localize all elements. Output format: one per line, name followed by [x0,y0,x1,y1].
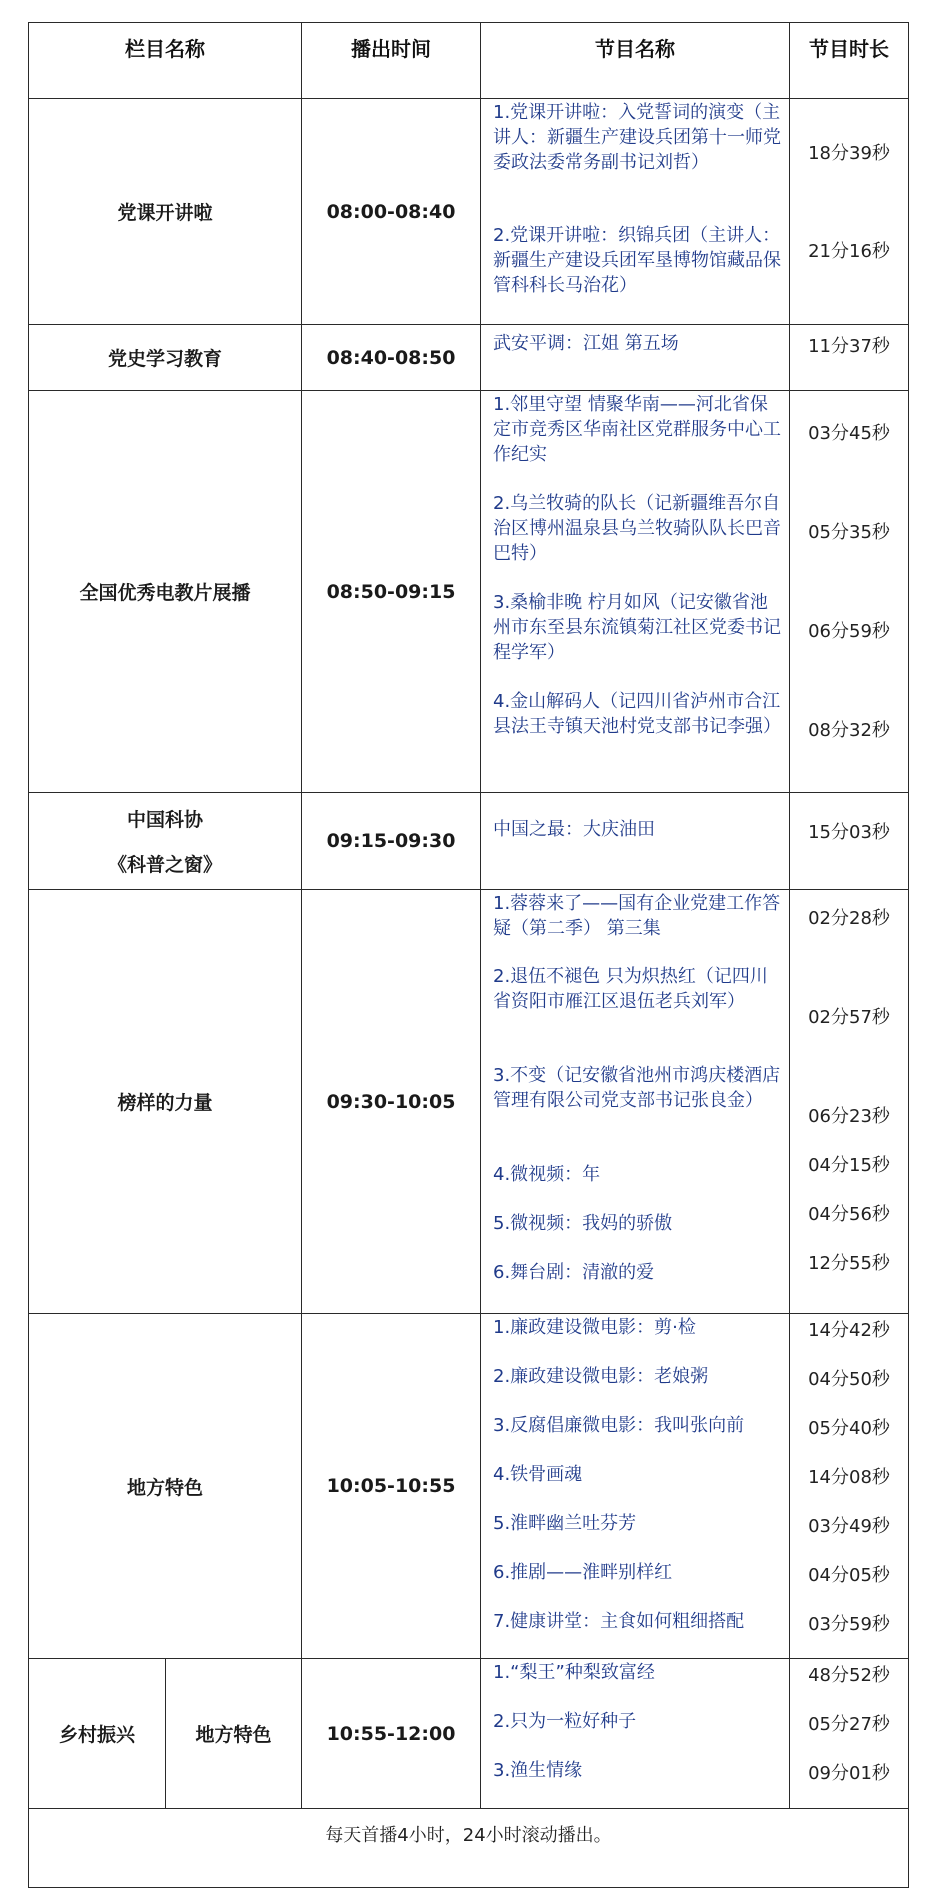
duration-item: 02分28秒 [808,908,890,929]
duration-item: 03分45秒 [808,423,890,444]
program-item: 6.推剧——淮畔别样红 [493,1562,673,1583]
program-item: 1.蓉蓉来了——国有企业党建工作答疑（第二季） 第三集 [493,893,781,939]
program-item: 3.桑榆非晚 柠月如风（记安徽省池州市东至县东流镇菊江社区党委书记程学军） [493,592,781,663]
table-row [29,1314,909,1659]
category-cell: 榜样的力量 [29,890,302,1314]
table-row [29,99,909,325]
category-cell: 全国优秀电教片展播 [29,391,302,793]
duration-item: 18分39秒 [808,143,890,164]
program-item: 3.不变（记安徽省池州市鸿庆楼酒店管理有限公司党支部书记张良金） [493,1065,781,1111]
program-cell [481,99,790,325]
duration-cell [790,391,909,793]
program-item: 4.微视频：年 [493,1164,601,1185]
time-cell: 09:30-10:05 [302,890,481,1314]
header-duration: 节目时长 [790,23,909,99]
program-item: 1.“梨王”种梨致富经 [493,1662,655,1683]
table-row [29,391,909,793]
duration-item: 21分16秒 [808,241,890,262]
duration-cell [790,325,909,391]
duration-item: 09分01秒 [808,1763,890,1784]
program-item: 2.党课开讲啦：织锦兵团（主讲人：新疆生产建设兵团军垦博物馆藏品保管科科长马治花） [493,225,781,296]
footer-row [29,1809,909,1888]
category-cell: 党史学习教育 [29,325,302,391]
program-cell [481,793,790,890]
subcategory-cell: 地方特色 [166,1659,302,1809]
category-cell: 乡村振兴 [29,1659,166,1809]
duration-item: 05分27秒 [808,1714,890,1735]
duration-cell [790,99,909,325]
program-item: 3.反腐倡廉微电影：我叫张向前 [493,1415,745,1436]
program-item: 7.健康讲堂：主食如何粗细搭配 [493,1611,745,1632]
category-subline: 《科普之窗》 [107,854,222,876]
category-line: 中国科协 [126,809,203,831]
table-row [29,890,909,1314]
duration-cell [790,1314,909,1659]
duration-item: 12分55秒 [808,1253,890,1274]
duration-cell [790,793,909,890]
program-item: 2.廉政建设微电影：老娘粥 [493,1366,709,1387]
duration-item: 06分59秒 [808,621,890,642]
table-row [29,793,909,890]
time-cell: 10:55-12:00 [302,1659,481,1809]
category-cell: 地方特色 [29,1314,302,1659]
program-item: 6.舞台剧：清澈的爱 [493,1262,655,1283]
duration-item: 04分05秒 [808,1565,890,1586]
program-item: 2.乌兰牧骑的队长（记新疆维吾尔自治区博州温泉县乌兰牧骑队队长巴音巴特） [493,493,781,564]
duration-item: 48分52秒 [808,1665,890,1686]
category-cell: 党课开讲啦 [29,99,302,325]
program-item: 5.淮畔幽兰吐芬芳 [493,1513,637,1534]
duration-item: 14分08秒 [808,1467,890,1488]
program-item: 武安平调：江姐 第五场 [493,333,679,354]
duration-item: 15分03秒 [808,822,890,843]
duration-item: 05分35秒 [808,522,890,543]
header-program-name: 节目名称 [481,23,790,99]
program-cell [481,1659,790,1809]
duration-cell [790,890,909,1314]
duration-cell [790,1659,909,1809]
program-cell [481,325,790,391]
table-row [29,325,909,391]
footer-note: 每天首播4小时，24小时滚动播出。 [29,1809,909,1888]
category-cell [29,793,302,890]
duration-item: 02分57秒 [808,1007,890,1028]
program-item: 1.党课开讲啦：入党誓词的演变（主讲人：新疆生产建设兵团第十一师党委政法委常务副书记刘哲） [493,102,781,173]
program-item: 1.邻里守望 情聚华南——河北省保定市竞秀区华南社区党群服务中心工作纪实 [493,394,781,465]
program-item: 2.退伍不褪色 只为炽热红（记四川省资阳市雁江区退伍老兵刘军） [493,966,768,1012]
duration-item: 14分42秒 [808,1320,890,1341]
header-broadcast-time: 播出时间 [302,23,481,99]
program-item: 中国之最：大庆油田 [493,819,655,840]
duration-item: 11分37秒 [808,336,890,357]
duration-item: 03分49秒 [808,1516,890,1537]
program-cell [481,890,790,1314]
time-cell: 08:00-08:40 [302,99,481,325]
program-cell [481,1314,790,1659]
duration-item: 05分40秒 [808,1418,890,1439]
duration-item: 03分59秒 [808,1614,890,1635]
program-item: 3.渔生情缘 [493,1760,583,1781]
duration-item: 04分50秒 [808,1369,890,1390]
program-item: 4.铁骨画魂 [493,1464,583,1485]
time-cell: 10:05-10:55 [302,1314,481,1659]
duration-item: 04分56秒 [808,1204,890,1225]
header-column-name: 栏目名称 [29,23,302,99]
time-cell: 09:15-09:30 [302,793,481,890]
program-cell [481,391,790,793]
program-item: 5.微视频：我妈的骄傲 [493,1213,673,1234]
time-cell: 08:40-08:50 [302,325,481,391]
time-cell: 08:50-09:15 [302,391,481,793]
duration-item: 06分23秒 [808,1106,890,1127]
program-item: 4.金山解码人（记四川省泸州市合江县法王寺镇天池村党支部书记李强） [493,691,781,737]
duration-item: 08分32秒 [808,720,890,741]
program-item: 1.廉政建设微电影：剪·检 [493,1317,696,1338]
duration-item: 04分15秒 [808,1155,890,1176]
schedule-table [28,22,909,1888]
program-item: 2.只为一粒好种子 [493,1711,637,1732]
table-row [29,1659,909,1809]
header-row [29,23,909,99]
